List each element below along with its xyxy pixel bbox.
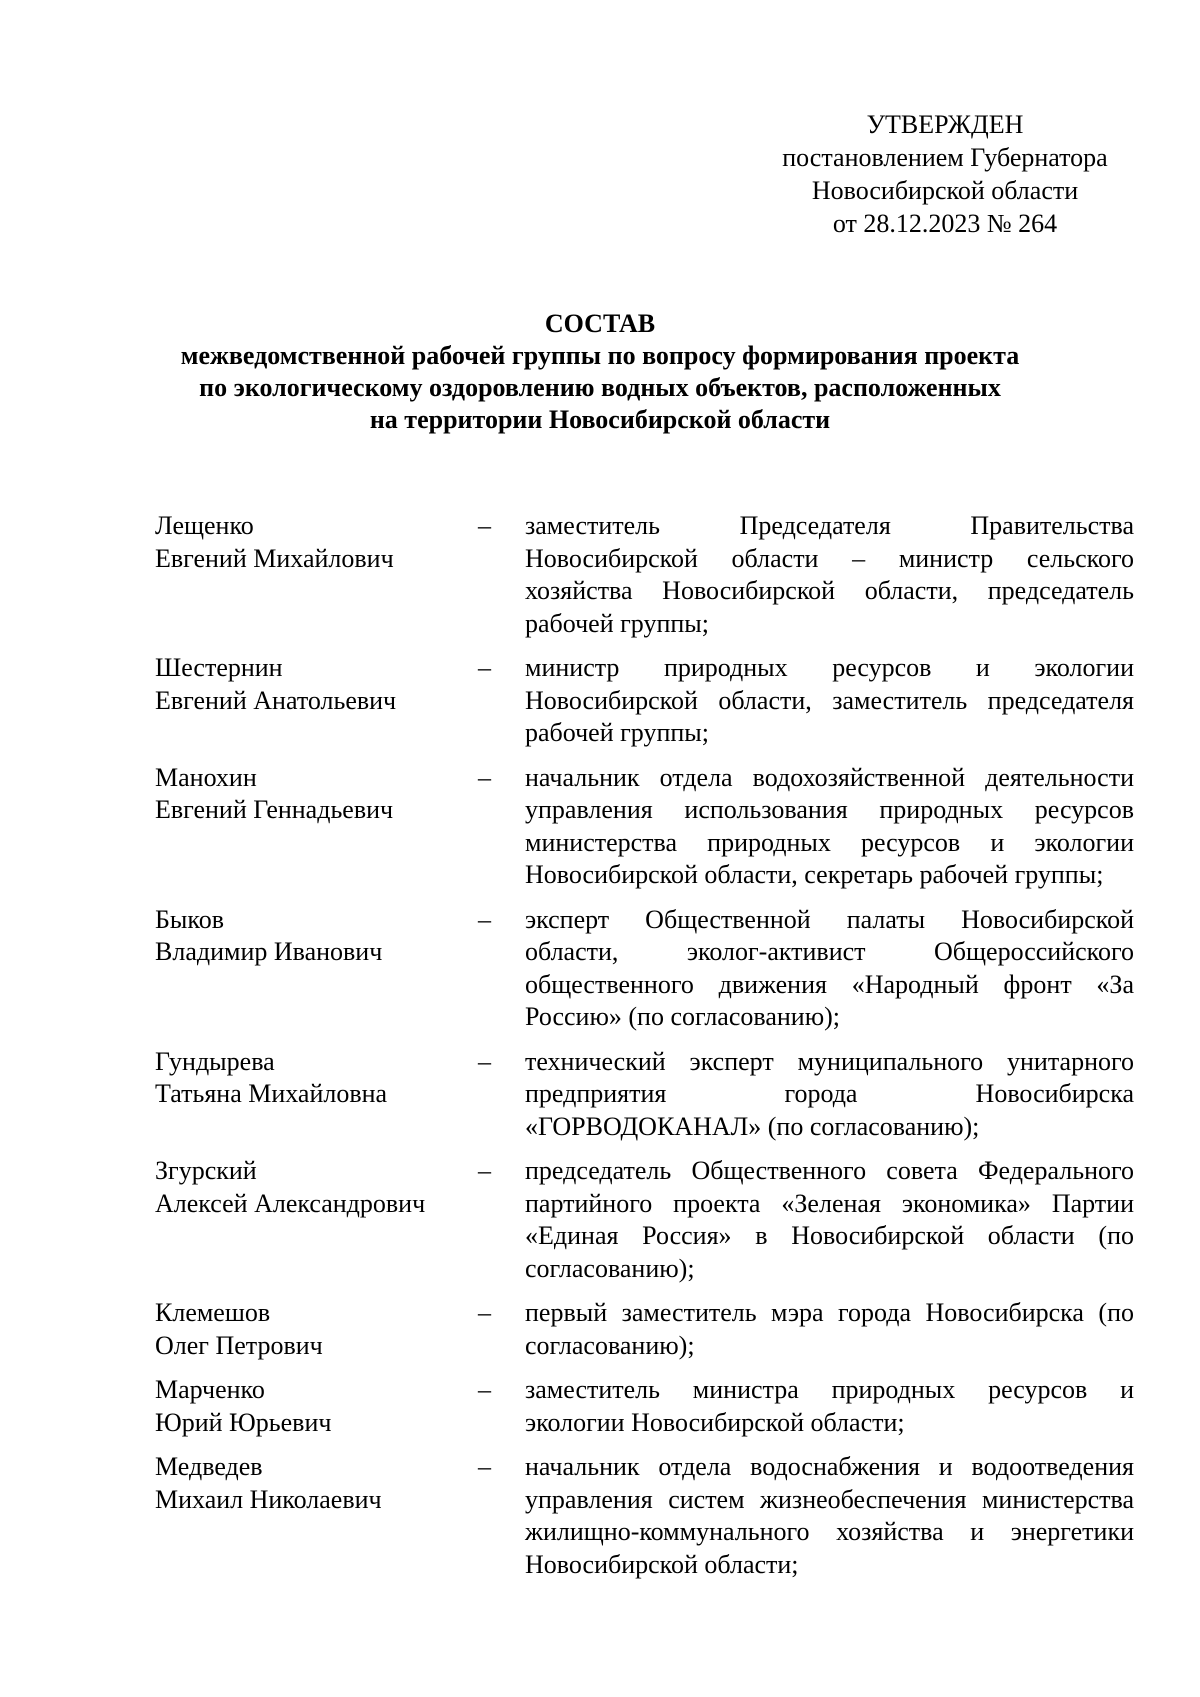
member-dash: –: [478, 511, 491, 540]
member-dash: –: [478, 904, 491, 934]
member-given-name: Евгений Анатольевич: [155, 685, 397, 715]
member-name: [155, 510, 475, 640]
member-dash: –: [478, 1156, 491, 1185]
member-position: начальник отдела водоснабжения и водоотведения управления систем жизнеобеспечения министерства жилищно-коммунального хозяйства и энергетики Новосибирской области;: [525, 1452, 1134, 1579]
member-dash: –: [478, 1375, 491, 1404]
approval-region: Новосибирской области: [811, 176, 1079, 205]
member-position: начальник отдела водохозяйственной деятельности управления использования природных ресурсов министерства природных ресурсов и экологии Новосибирской области, секретарь рабочей группы;: [525, 762, 1134, 889]
member-dash: –: [478, 1046, 491, 1076]
member-position: эксперт Общественной палаты Новосибирской области, эколог-активист Общероссийского общественного движения «Народный фронт «За Россию» (по согласованию);: [525, 904, 1134, 1031]
member-given-name: Владимир Иванович: [155, 937, 383, 966]
member-surname: Згурский: [155, 1156, 257, 1185]
member-given-name: Евгений Михайлович: [155, 543, 394, 573]
title-line-4: на территории Новосибирской области: [369, 405, 831, 434]
member-row: [155, 1297, 1135, 1362]
approval-stamp: [760, 108, 1130, 240]
member-row: [155, 1374, 1135, 1439]
member-surname: Клемешов: [155, 1298, 271, 1327]
member-position: министр природных ресурсов и экологии Новосибирской области, заместитель председателя рабочей группы;: [525, 653, 1134, 747]
member-surname: Медведев: [155, 1452, 263, 1481]
member-name: [155, 904, 475, 1034]
member-position: первый заместитель мэра города Новосибирска (по согласованию);: [525, 1298, 1134, 1360]
member-row: [155, 652, 1135, 750]
member-row: [155, 1451, 1135, 1581]
member-row: [155, 762, 1135, 892]
member-name: [155, 1297, 475, 1362]
member-position: председатель Общественного совета Федерального партийного проекта «Зеленая экономика» Партии «Единая Россия» в Новосибирской области (по согласованию);: [525, 1156, 1134, 1283]
title-line-2: межведомственной рабочей группы по вопросу формирования проекта: [180, 341, 1020, 370]
member-row: [155, 1046, 1135, 1144]
member-surname: Быков: [155, 904, 224, 934]
approval-decree: постановлением Губернатора: [782, 143, 1108, 172]
member-given-name: Юрий Юрьевич: [155, 1407, 332, 1437]
member-given-name: Алексей Александрович: [155, 1188, 426, 1218]
member-dash: –: [478, 1452, 491, 1481]
member-given-name: Михаил Николаевич: [155, 1484, 382, 1514]
member-surname: Лещенко: [155, 511, 254, 540]
member-name: [155, 1374, 475, 1439]
member-name: [155, 1155, 475, 1285]
member-given-name: Татьяна Михайловна: [155, 1079, 388, 1108]
document-title: [90, 308, 1110, 436]
member-name: [155, 652, 475, 750]
member-given-name: Евгений Геннадьевич: [155, 795, 394, 824]
member-name: [155, 762, 475, 892]
approval-heading: УТВЕРЖДЕН: [866, 110, 1024, 139]
member-surname: Манохин: [155, 762, 257, 792]
member-dash: –: [478, 653, 491, 682]
members-list: [155, 510, 1135, 1593]
member-dash: –: [478, 762, 491, 792]
member-row: [155, 904, 1135, 1034]
member-row: [155, 510, 1135, 640]
member-surname: Марченко: [155, 1375, 265, 1404]
member-position: заместитель министра природных ресурсов и экологии Новосибирской области;: [525, 1375, 1134, 1437]
member-name: [155, 1451, 475, 1581]
member-position: технический эксперт муниципального унитарного предприятия города Новосибирска «ГОРВОДОКАНАЛ» (по согласованию);: [525, 1046, 1134, 1141]
member-position: заместитель Председателя Правительства Новосибирской области – министр сельского хозяйства Новосибирской области, председатель рабочей группы;: [525, 511, 1134, 638]
member-row: [155, 1155, 1135, 1285]
member-surname: Шестернин: [155, 653, 283, 682]
member-surname: Гундырева: [155, 1046, 275, 1076]
title-line-3: по экологическому оздоровлению водных объектов, расположенных: [199, 373, 1001, 402]
title-heading: СОСТАВ: [544, 309, 656, 338]
member-given-name: Олег Петрович: [155, 1330, 323, 1360]
member-dash: –: [478, 1298, 491, 1327]
member-name: [155, 1046, 475, 1144]
approval-date-number: от 28.12.2023 № 264: [832, 209, 1058, 238]
